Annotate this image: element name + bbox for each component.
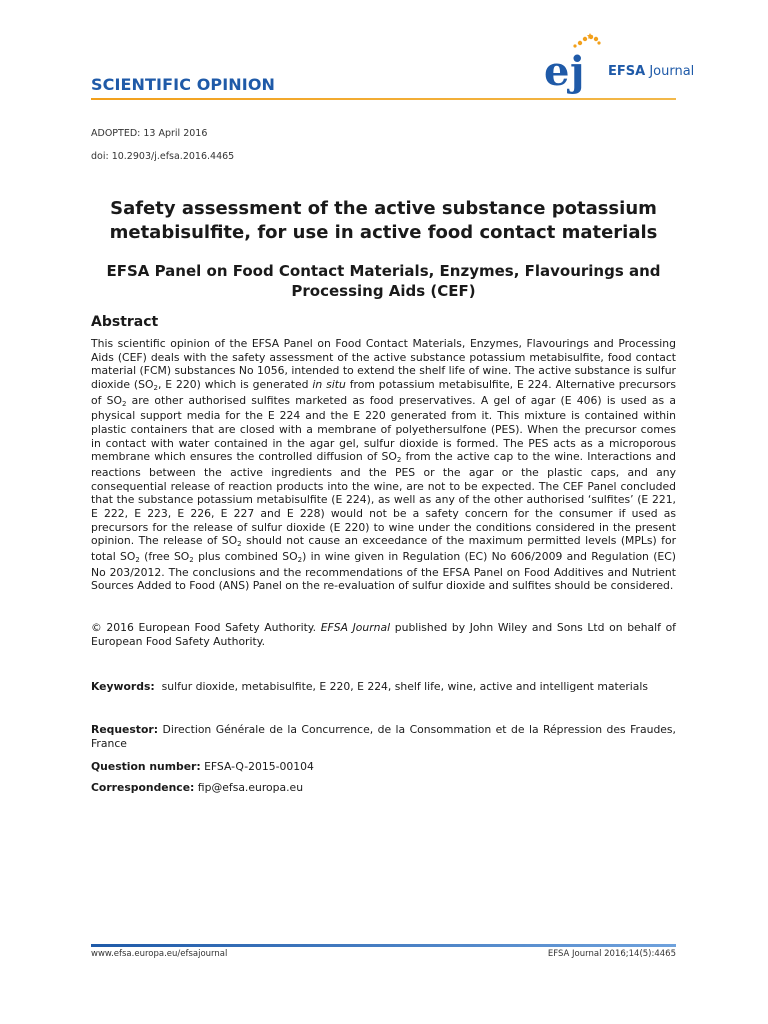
keywords-value: sulfur dioxide, metabisulfite, E 220, E 224, shelf life, wine, active and intelligent materials	[161, 680, 649, 693]
keywords	[91, 680, 691, 693]
header-rule	[91, 98, 676, 100]
ej-logo-icon	[540, 30, 610, 100]
logo-wordmark: EFSA Journal	[608, 64, 695, 79]
footer-citation: EFSA Journal 2016;14(5):4465	[547, 949, 676, 959]
abstract-heading: Abstract	[91, 314, 159, 330]
copyright-notice: © 2016 European Food Safety Authority. EFSA Journal published by John Wiley and Sons Ltd on behalf of European Food Safety Authority.	[91, 621, 676, 648]
question-number: Question number: EFSA-Q-2015-00104	[91, 760, 314, 773]
svg-text:j: j	[570, 48, 585, 95]
abstract-text: This scientific opinion of the EFSA Panel on Food Contact Materials, Enzymes, Flavourings and Processing Aids (CEF) deals with the safety assessment of the active substance potassium metabisulfite, food contact material (FCM) substances No 1056, intended to extend the shelf life of wine. The active substance is sulfur dioxide ($SO_2$, E 220) which is generated in situ from potassium metabisulfite, E 224. Alternative precursors of $SO_2$ are other authorised sulfites marketed as food preservatives. A gel of agar (E 406) is used as a physical support media for the E 224 and the E 220 generated from it. This mixture is contained within plastic containers that are closed with a membrane of polyethersulfone (PES). When the precursor comes in contact with water contained in the agar gel, sulfur dioxide is formed. The PES acts as a microporous membrane which ensures the controlled diffusion of $SO_2$ from the active cap to the wine. Interactions and reactions between the active ingredients and the PES or the agar or the plastic caps, and any consequential release of reaction products into the wine, are not to be expected. The CEF Panel concluded that the substance potassium metabisulfite (E 224), as well as any of the other authorised ‘sulfites’ (E 221, E 222, E 223, E 226, E 227 and E 228) would not be a safety concern for the consumer if used as precursors for the release of sulfur dioxide (E 220) to wine under the conditions considered in the present opinion. The release of $SO_2$ should not cause an exceedance of the maximum permitted levels (MPLs) for total $SO_2$ (free $SO_2$ plus combined $SO_2$) in wine given in Regulation (EC) No 606/2009 and Regulation (EC) No 203/2012. The conclusions and the recommendations of the EFSA Panel on Food Additives and Nutrient Sources Added to Food (ANS) Panel on the re-evaluation of sulfur dioxide and sulfites should be considered.	[91, 337, 677, 593]
footer-rule	[91, 944, 676, 947]
correspondence: Correspondence: fip@efsa.europa.eu	[91, 781, 304, 794]
keywords-label: Keywords:	[91, 680, 155, 693]
correspondence-email[interactable]: fip@efsa.europa.eu	[197, 781, 304, 794]
paper-title: Safety assessment of the active substance potassium metabisulfite, for use in active food contact materials	[109, 198, 658, 243]
svg-text:e: e	[544, 48, 570, 95]
panel-name: EFSA Panel on Food Contact Materials, Enzymes, Flavourings and Processing Aids (CEF)	[106, 262, 661, 300]
adopted-date: ADOPTED: 13 April 2016	[91, 128, 208, 139]
doi-link[interactable]: doi: 10.2903/j.efsa.2016.4465	[91, 151, 235, 162]
section-label: SCIENTIFIC OPINION	[91, 75, 276, 94]
footer-url[interactable]: www.efsa.europa.eu/efsajournal	[91, 949, 228, 959]
requestor: Requestor: Direction Générale de la Concurrence, de la Consommation et de la Répression des Fraudes, France	[91, 723, 676, 750]
